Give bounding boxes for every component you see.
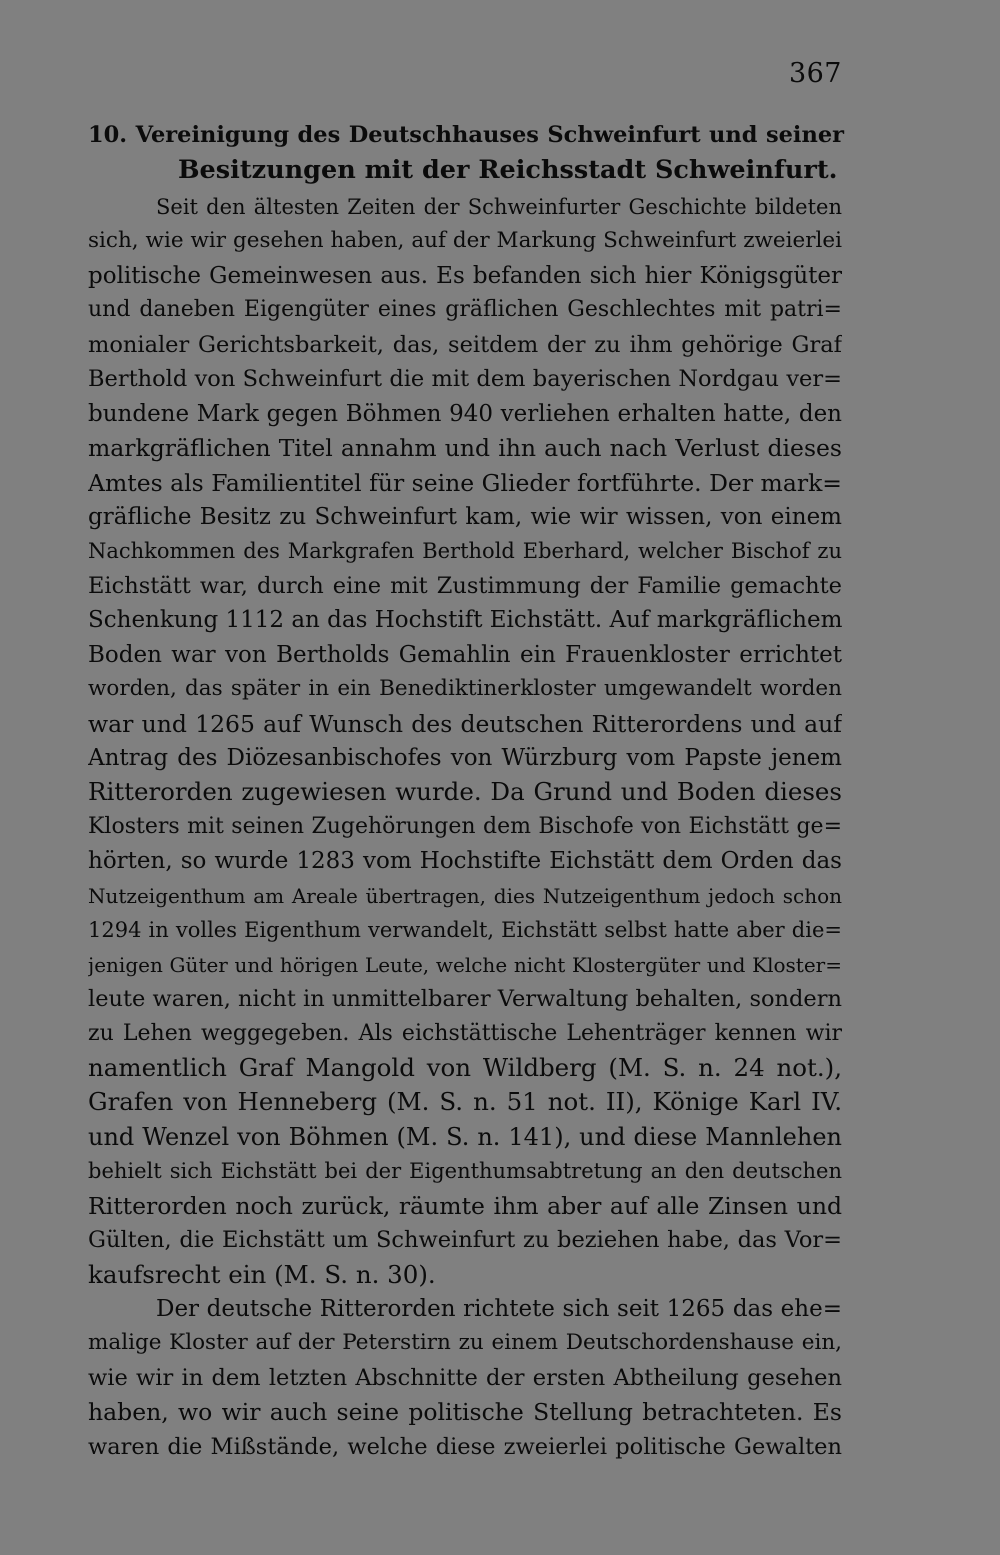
page-number: 367 (788, 58, 842, 89)
text-line: Klosters mit seinen Zugehörungen dem Bischofe von Eichstätt ge= (88, 813, 842, 839)
text-line: monialer Gerichtsbarkeit, das, seitdem der zu ihm gehörige Graf (88, 331, 842, 358)
text-line: Boden war von Bertholds Gemahlin ein Frauenkloster errichtet (88, 641, 842, 668)
text-line: haben, wo wir auch seine politische Stellung betrachteten. Es (88, 1398, 842, 1427)
text-line: worden, das später in ein Benediktinerkloster umgewandelt worden (88, 676, 842, 702)
text-line: und daneben Eigengüter eines gräflichen Geschlechtes mit patri= (88, 297, 842, 323)
text-line: sich, wie wir gesehen haben, auf der Markung Schweinfurt zweierlei (88, 228, 842, 254)
text-line: namentlich Graf Mangold von Wildberg (M. S. n. 24 not.), (88, 1052, 842, 1082)
text-line: war und 1265 auf Wunsch des deutschen Ritterordens und auf (88, 709, 842, 738)
text-line: bundene Mark gegen Böhmen 940 verliehen erhalten hatte, den (88, 400, 842, 427)
text-line: malige Kloster auf der Peterstirn zu einem Deutschordenshause ein, (88, 1330, 842, 1356)
text-line: Antrag des Diözesanbischofes von Würzburg vom Papste jenem (88, 745, 842, 771)
text-line: Seit den ältesten Zeiten der Schweinfurter Geschichte bildeten (156, 195, 842, 219)
heading-line: 10. Vereinigung des Deutschhauses Schweinfurt und seiner (88, 122, 844, 148)
text-line: behielt sich Eichstätt bei der Eigenthumsabtretung an den deutschen (88, 1159, 842, 1184)
text-line: gräfliche Besitz zu Schweinfurt kam, wie wir wissen, von einem (88, 503, 842, 530)
text-line: Ritterorden noch zurück, räumte ihm aber auf alle Zinsen und (88, 1191, 842, 1220)
text-line: jenigen Güter und hörigen Leute, welche nicht Klostergüter und Kloster= (88, 952, 842, 977)
text-line: wie wir in dem letzten Abschnitte der ersten Abtheilung gesehen (88, 1364, 842, 1391)
text-line: zu Lehen weggegeben. Als eichstättische Lehenträger kennen wir (88, 1020, 842, 1046)
heading-line: Besitzungen mit der Reichsstadt Schweinfurt. (178, 155, 838, 185)
text-line: 1294 in volles Eigenthum verwandelt, Eichstätt selbst hatte aber die= (88, 918, 842, 943)
text-line: Grafen von Henneberg (M. S. n. 51 not. II), Könige Karl IV. (88, 1087, 842, 1117)
text-line: hörten, so wurde 1283 vom Hochstifte Eichstätt dem Orden das (88, 848, 842, 875)
text-line: waren die Mißstände, welche diese zweierlei politische Gewalten (88, 1433, 842, 1460)
text-line: Eichstätt war, durch eine mit Zustimmung der Familie gemachte (88, 572, 842, 599)
body-text (88, 190, 842, 1464)
text-line: Amtes als Familientitel für seine Glieder fortführte. Der mark= (88, 468, 842, 497)
text-line: Berthold von Schweinfurt die mit dem bayerischen Nordgau ver= (88, 366, 842, 393)
text-line: politische Gemeinwesen aus. Es befanden sich hier Königsgüter (88, 262, 842, 289)
text-line: leute waren, nicht in unmittelbarer Verwaltung behalten, sondern (88, 986, 842, 1013)
text-line: Gülten, die Eichstätt um Schweinfurt zu beziehen habe, das Vor= (88, 1227, 842, 1254)
text-line: und Wenzel von Böhmen (M. S. n. 141), und diese Mannlehen (88, 1122, 842, 1151)
text-line: kaufsrecht ein (M. S. n. 30). (88, 1259, 436, 1289)
text-line: Ritterorden zugewiesen wurde. Da Grund und Boden dieses (88, 777, 842, 807)
text-line: Nachkommen des Markgrafen Berthold Eberhard, welcher Bischof zu (88, 539, 842, 564)
text-line: Der deutsche Ritterorden richtete sich seit 1265 das ehe= (156, 1296, 842, 1322)
text-line: markgräflichen Titel annahm und ihn auch nach Verlust dieses (88, 434, 842, 463)
section-heading (88, 118, 844, 188)
text-line: Schenkung 1112 an das Hochstift Eichstätt. Auf markgräflichem (88, 607, 842, 634)
text-line: Nutzeigenthum am Areale übertragen, dies Nutzeigenthum jedoch schon (88, 883, 842, 908)
